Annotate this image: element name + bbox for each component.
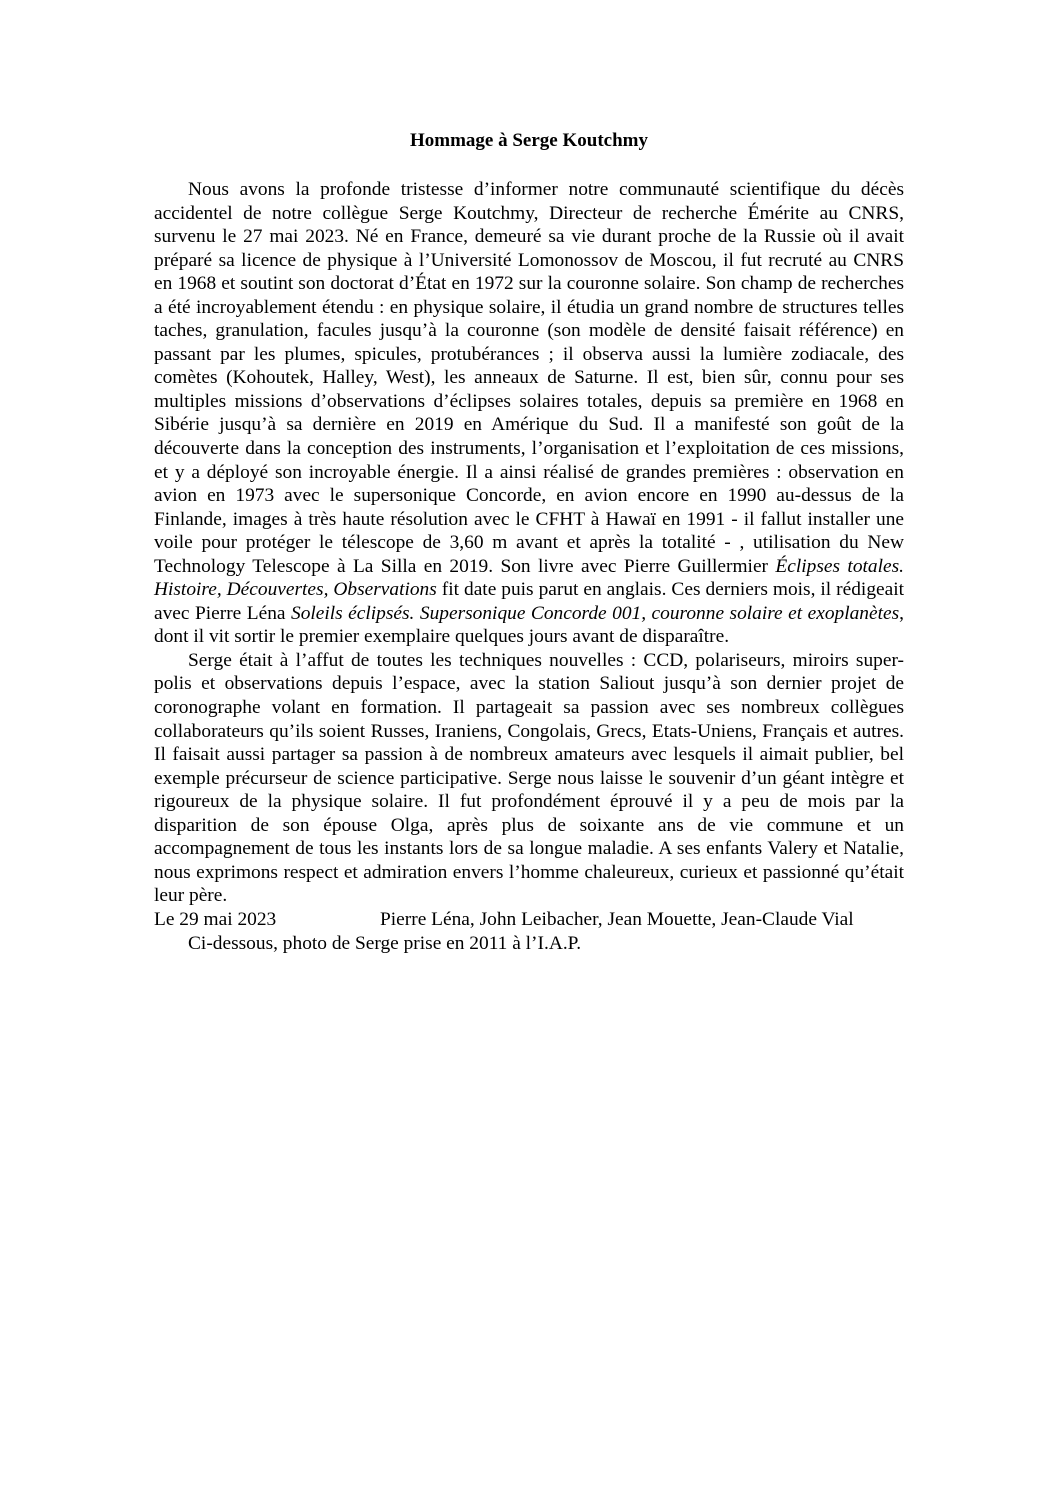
- signature-line: [154, 908, 904, 932]
- paragraph-1-text-b: fit date puis parut en anglais. Ces derniers mois, il rédigeait avec Pierre Léna: [154, 579, 905, 624]
- photo-caption: Ci-dessous, photo de Serge prise en 2011 à l’I.A.P.: [188, 932, 582, 954]
- document-title: Hommage à Serge Koutchmy: [410, 130, 648, 151]
- book-title-eclipses-totales: Éclipses totales. Histoire, Découvertes, Observations: [154, 555, 904, 601]
- paragraph-1: [154, 178, 904, 649]
- paragraph-1-text-a: Nous avons la profonde tristesse d’informer notre communauté scientifique du décès accidentel de notre collègue Serge Koutchmy, Directeur de recherche Émérite au CNRS, survenu le 27 mai 2023. Né en France, demeuré sa vie durant proche de la Russie où il avait préparé sa licence de physique à l’Université Lomonossov de Moscou, il fut recruté au CNRS en 1968 et soutint son doctorat d’État en 1972 sur la couronne solaire. Son champ de recherches a été incroyablement étendu : en physique solaire, il étudia un grand nombre de structures telles taches, granulation, facules jusqu’à la couronne (son modèle de densité faisait référence) en passant par les plumes, spicules, protubérances ; il observa aussi la lumière zodiacale, des comètes (Kohoutek, Halley, West), les anneaux de Saturne. Il est, bien sûr, connu pour ses multiples missions d’observations d’éclipses solaires totales, depuis sa première en 1968 en Sibérie jusqu’à sa dernière en 2019 en Amérique du Sud. Il a manifesté son goût de la découverte dans la conception des instruments, l’organisation et l’exploitation de ces missions, et y a déployé son incroyable énergie. Il a ainsi réalisé de grandes premières : observation en avion en 1973 avec le supersonique Concorde, en avion encore en 1990 au-dessus de la Finlande, images à très haute résolution avec le CFHT à Hawaï en 1991 - il fallut installer une voile pour protéger le télescope de 3,60 m avant et après la totalité - , utilisation du New Technology Telescope à La Silla en 2019. Son livre avec Pierre Guillermier: [154, 179, 904, 577]
- book-title-soleils-eclipses: Soleils éclipsés. Supersonique Concorde 001, couronne solaire et exoplanètes: [291, 602, 900, 624]
- paragraph-1-text-c: , dont il vit sortir le premier exemplaire quelques jours avant de disparaître.: [154, 602, 904, 648]
- paragraph-2: Serge était à l’affut de toutes les techniques nouvelles : CCD, polariseurs, miroirs super-polis et observations depuis l’espace, avec la station Saliout jusqu’à son dernier projet de coronographe volant en formation. Il partageait sa passion avec ses nombreux collègues collaborateurs qu’ils soient Russes, Iraniens, Congolais, Grecs, Etats-Uniens, Français et autres. Il faisait aussi partager sa passion à de nombreux amateurs avec lesquels il aimait publier, bel exemple précurseur de science participative. Serge nous laisse le souvenir d’un géant intègre et rigoureux de la physique solaire. Il fut profondément éprouvé il y a peu de mois par la disparition de son épouse Olga, après plus de soixante ans de vie commune et un accompagnement de tous les instants lors de sa longue maladie. A ses enfants Valery et Natalie, nous exprimons respect et admiration envers l’homme chaleureux, curieux et passionné qu’était leur père.: [154, 649, 904, 907]
- signature-date: Le 29 mai 2023: [154, 908, 277, 930]
- document-body: [154, 178, 904, 955]
- signature-authors: Pierre Léna, John Leibacher, Jean Mouette, Jean-Claude Vial: [380, 908, 854, 930]
